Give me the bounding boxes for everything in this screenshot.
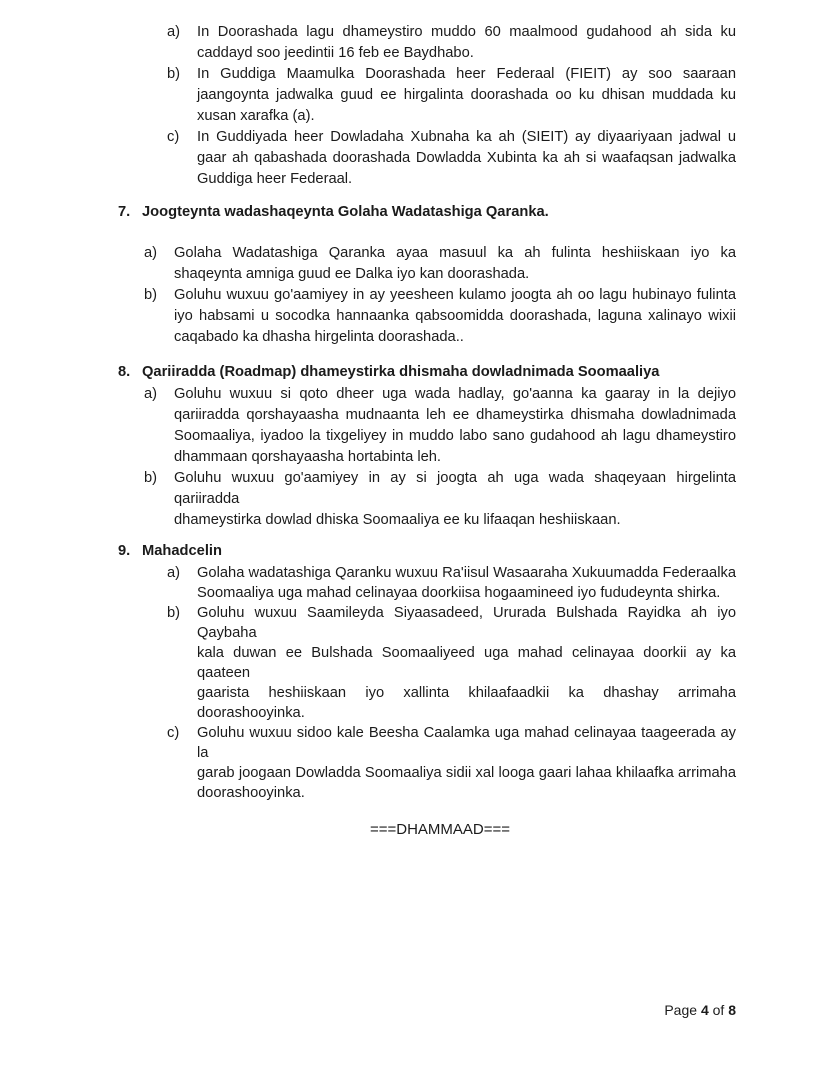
- section-9-heading: [118, 541, 736, 562]
- footer-page-label: Page: [664, 1002, 698, 1018]
- page-number-footer: [536, 1000, 736, 1021]
- footer-of-label: of: [712, 1002, 725, 1018]
- list-item: [167, 127, 736, 190]
- list-item: [144, 285, 736, 348]
- text-line: Soomaaliya, iyadoo la tixgeliyey in muddo labo sano gudahood ah lagu dhameystiro: [174, 428, 736, 444]
- text-line: Goluhu wuxuu go'aamiyey in ay yeesheen kulamo joogta ah oo lagu hubinayo fulinta: [174, 287, 736, 303]
- text-line: iyo habsami u socodka hannaanka qabsoomidda doorashada, laguna xalinayo wixii: [174, 308, 736, 324]
- text-line: Goluhu wuxuu Saamileyda Siyaasadeed, Ururada Bulshada Rayidka ah iyo Qaybaha: [197, 605, 736, 641]
- text-line: doorashooyinka.: [197, 785, 305, 801]
- list-item: [167, 64, 736, 127]
- text-line: caqabado ka dhasha hirgelinta doorashada..: [174, 329, 464, 345]
- footer-total-pages: 8: [728, 1002, 736, 1018]
- item-marker: c): [167, 129, 180, 145]
- section-7-title: Joogteynta wadashaqeynta Golaha Wadatashiga Qaranka.: [142, 204, 549, 220]
- list-item: [144, 468, 736, 531]
- list-item: [167, 723, 736, 803]
- item-marker: c): [167, 725, 180, 741]
- section-9-title: Mahadcelin: [142, 543, 222, 559]
- text-line: In Guddiyada heer Dowladaha Xubnaha ka ah (SIEIT) ay diyaariyaan jadwal u: [197, 129, 736, 145]
- text-line: dhameystirka dowlad dhiska Soomaaliya ee ku lifaaqan heshiiskaan.: [174, 512, 621, 528]
- item-text: [197, 603, 736, 723]
- item-marker: a): [144, 386, 158, 402]
- item-marker: b): [167, 66, 181, 82]
- item-text: [197, 563, 736, 603]
- text-line: Goluhu wuxuu go'aamiyey in ay si joogta ah uga wada shaqeyaan hirgelinta qariiradda: [174, 470, 736, 507]
- list-item: [167, 603, 736, 723]
- item-marker: b): [144, 287, 158, 303]
- item-marker: a): [167, 565, 181, 581]
- text-line: gaarista heshiiskaan iyo xallinta khilaafaadkii ka dhashay arrimaha doorashooyinka.: [197, 685, 736, 721]
- text-line: Soomaaliya uga mahad celinayaa doorkiisa hogaamineed iyo fududeynta shirka.: [197, 585, 721, 601]
- section-7-number: 7.: [118, 204, 131, 220]
- item-text: [174, 468, 736, 531]
- item-text: [174, 285, 736, 348]
- text-line: Golaha wadatashiga Qaranku wuxuu Ra'iisul Wasaaraha Xukuumadda Federaalka: [197, 565, 736, 581]
- text-line: dhammaan qorshayaasha hortabinta leh.: [174, 449, 441, 465]
- section-8-heading: [118, 362, 736, 383]
- item-text: [174, 384, 736, 468]
- text-line: qariiradda qorshayaasha mudnaanta leh ee dhameystirka dhismaha dowladnimada: [174, 407, 736, 423]
- section-9-number: 9.: [118, 543, 131, 559]
- item-marker: b): [144, 470, 158, 486]
- item-marker: b): [167, 605, 181, 621]
- item-marker: a): [144, 245, 158, 261]
- item-text: [197, 723, 736, 803]
- text-line: xusan xarafka (a).: [197, 108, 315, 124]
- item-text: [174, 243, 736, 285]
- section-7-item-list: [144, 243, 736, 348]
- item-text: [197, 22, 736, 64]
- text-line: jaangoynta jadwalka guud ee hirgalinta doorashada oo ku dhisan muddada ku: [197, 87, 736, 103]
- text-line: Goluhu wuxuu si qoto dheer uga wada hadlay, go'aanna ka gaaray in la dejiyo: [174, 386, 736, 402]
- section-8-number: 8.: [118, 364, 131, 380]
- list-item: [167, 22, 736, 64]
- text-line: garab joogaan Dowladda Soomaaliya sidii xal looga gaari lahaa khilaafka arrimaha: [197, 765, 736, 781]
- text-line: gaar ah qabashada doorashada Dowladda Xubinta ka ah si waafaqsan jadwalka: [197, 150, 736, 166]
- section-7-heading: [118, 202, 736, 223]
- list-item: [144, 384, 736, 468]
- end-of-document-marker: ===DHAMMAAD===: [369, 821, 511, 838]
- text-line: In Doorashada lagu dhameystiro muddo 60 maalmood gudahood ah sida ku: [197, 24, 736, 40]
- item-marker: a): [167, 24, 181, 40]
- text-line: Goluhu wuxuu sidoo kale Beesha Caalamka uga mahad celinayaa taageerada ay la: [197, 725, 736, 761]
- section-8-title: Qariiradda (Roadmap) dhameystirka dhismaha dowladnimada Soomaaliya: [142, 364, 660, 380]
- item-text: [197, 127, 736, 190]
- section-9-item-list: [167, 563, 736, 803]
- continuation-item-list: [167, 22, 736, 190]
- text-line: kala duwan ee Bulshada Soomaaliyeed uga mahad celinayaa doorkii ay ka qaateen: [197, 645, 736, 681]
- text-line: caddayd soo jeedintii 16 feb ee Baydhabo.: [197, 45, 474, 61]
- section-8-item-list: [144, 384, 736, 531]
- text-line: Guddiga heer Federaal.: [197, 171, 353, 187]
- list-item: [167, 563, 736, 603]
- footer-page-number: 4: [700, 1002, 709, 1018]
- list-item: [144, 243, 736, 285]
- text-line: Golaha Wadatashiga Qaranka ayaa masuul ka ah fulinta heshiiskaan iyo ka: [174, 245, 736, 261]
- text-line: shaqeynta amniga guud ee Dalka iyo kan doorashada.: [174, 266, 530, 282]
- text-line: In Guddiga Maamulka Doorashada heer Federaal (FIEIT) ay soo saaraan: [197, 66, 736, 82]
- item-text: [197, 64, 736, 127]
